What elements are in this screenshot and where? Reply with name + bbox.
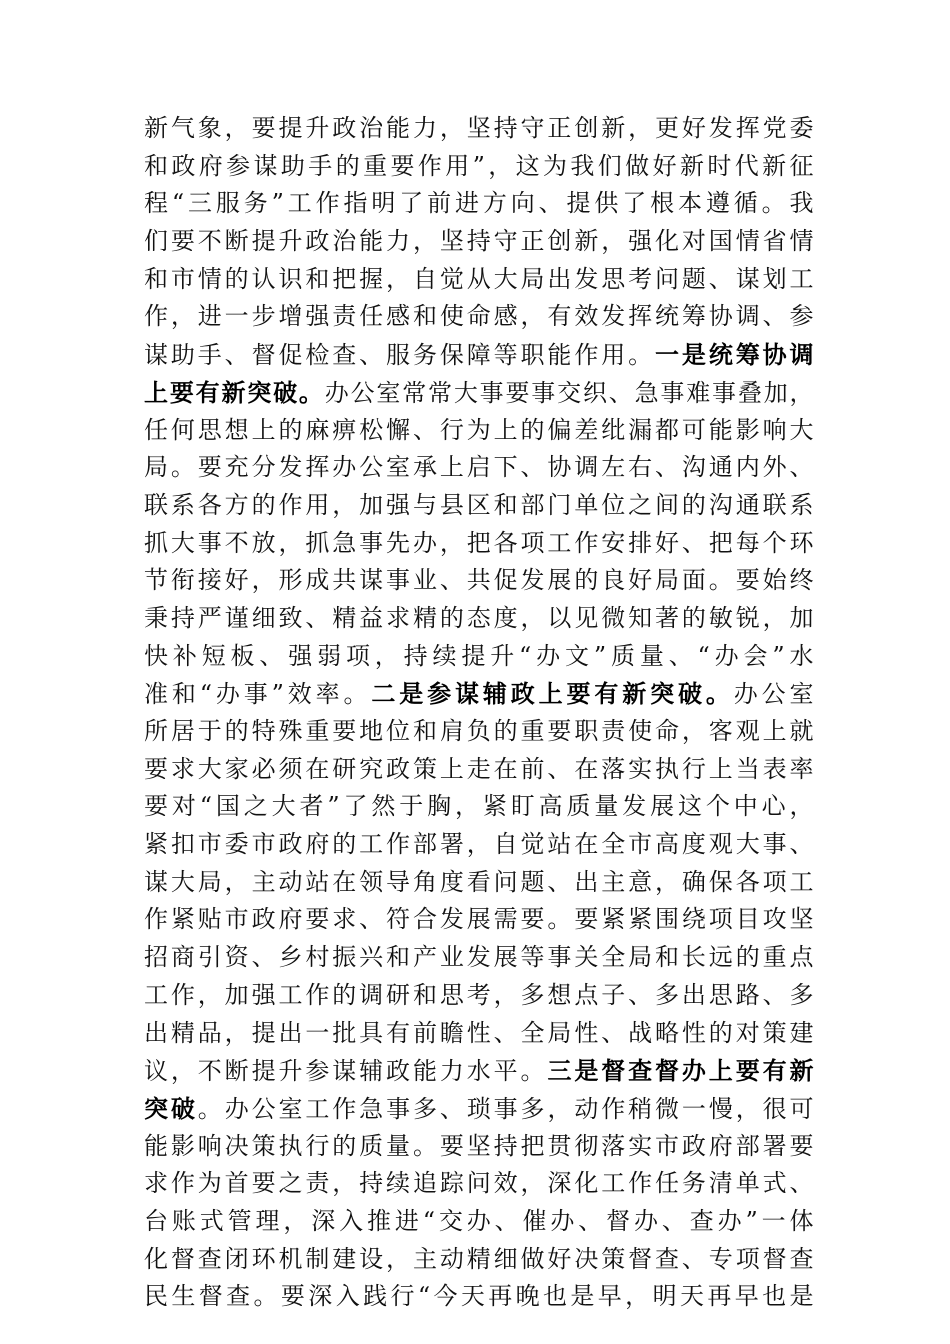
body-text-segment: 要对“国之大者”了然于胸，紧盯高质量发展这个中心， (144, 792, 814, 821)
text-line (144, 600, 814, 638)
body-text-segment: 紧扣市委市政府的工作部署，自觉站在全市高度观大事、 (144, 830, 814, 859)
body-text-segment: 抓大事不放，抓急事先办，把各项工作安排好、把每个环 (144, 528, 814, 557)
text-line (144, 449, 814, 487)
body-text-segment: 民生督查。要深入践行“今天再晚也是早，明天再早也是 (144, 1282, 814, 1311)
text-line (144, 713, 814, 751)
body-text-segment: 所居于的特殊重要地位和肩负的重要职责使命，客观上就 (144, 717, 814, 745)
body-text-segment: 工作，加强工作的调研和思考，多想点子、多出思路、多 (144, 980, 814, 1009)
bold-heading-text: 突破 (144, 1093, 198, 1123)
text-line (144, 1090, 814, 1128)
body-text-segment: 联系各方的作用，加强与县区和部门单位之间的沟通联系 (144, 490, 814, 519)
text-line (144, 374, 814, 412)
body-text-segment: 招商引资、乡村振兴和产业发展等事关全局和长远的重点 (144, 943, 814, 972)
bold-heading-text: 一是统筹协调 (655, 340, 815, 370)
text-line (144, 110, 814, 148)
body-text-segment: 谋助手、督促检查、服务保障等职能作用。 (144, 341, 656, 370)
body-text-segment: 节衔接好，形成共谋事业、共促发展的良好局面。要始终 (144, 566, 814, 595)
body-text-segment: 作，进一步增强责任感和使命感，有效发挥统筹协调、参 (144, 302, 814, 331)
body-text-segment: 化督查闭环机制建设，主动精细做好决策督查、专项督查 (144, 1244, 814, 1273)
text-line (144, 1128, 814, 1166)
text-line (144, 675, 814, 713)
text-line (144, 1052, 814, 1090)
text-line (144, 864, 814, 902)
body-text-segment: 局。要充分发挥办公室承上启下、协调左右、沟通内外、 (144, 453, 814, 482)
text-line (144, 223, 814, 261)
body-text-segment: 们要不断提升政治能力，坚持守正创新，强化对国情省情 (144, 227, 814, 256)
text-line (144, 562, 814, 600)
body-text-segment: 程“三服务”工作指明了前进方向、提供了根本遵循。我 (144, 189, 814, 218)
body-text (144, 110, 814, 1316)
text-line (144, 1203, 814, 1241)
text-line (144, 1015, 814, 1053)
text-line (144, 901, 814, 939)
body-text-segment: 。办公室工作急事多、琐事多，动作稍微一慢，很可 (197, 1094, 815, 1123)
text-line (144, 412, 814, 450)
body-text-segment: 准和“办事”效率。 (144, 680, 372, 709)
text-line (144, 1165, 814, 1203)
bold-heading-text: 上要有新突破。 (144, 377, 325, 407)
text-line (144, 939, 814, 977)
body-text-segment: 作紧贴市政府要求、符合发展需要。要紧紧围绕项目攻坚 (144, 905, 814, 934)
body-text-segment: 求作为首要之责，持续追踪问效，深化工作任务清单式、 (144, 1169, 814, 1198)
bold-heading-text: 三是督查督办上要有新 (547, 1056, 814, 1086)
body-text-segment: 要求大家必须在研究政策上走在前、在落实执行上当表率 (144, 754, 814, 783)
body-text-segment: 出精品，提出一批具有前瞻性、全局性、战略性的对策建 (144, 1018, 814, 1047)
text-line (144, 148, 814, 186)
text-line (144, 487, 814, 525)
body-text-segment: 办公室 (733, 680, 815, 709)
text-line (144, 336, 814, 374)
body-text-segment: 谋大局，主动站在领导角度看问题、出主意，确保各项工 (144, 867, 814, 896)
text-line (144, 525, 814, 563)
body-text-segment: 议，不断提升参谋辅政能力水平。 (144, 1057, 548, 1086)
text-line (144, 638, 814, 676)
body-text-segment: 快补短板、强弱项，持续提升“办文”质量、“办会”水 (144, 641, 814, 670)
text-line (144, 977, 814, 1015)
body-text-segment: 秉持严谨细致、精益求精的态度，以见微知著的敏锐，加 (144, 603, 814, 632)
text-line (144, 1278, 814, 1316)
text-line (144, 261, 814, 299)
text-line (144, 185, 814, 223)
text-line (144, 826, 814, 864)
body-text-segment: 新气象，要提升政治能力，坚持守正创新，更好发挥党委 (144, 114, 814, 142)
body-text-segment: 和市情的认识和把握，自觉从大局出发思考问题、谋划工 (144, 264, 814, 293)
body-text-segment: 台账式管理，深入推进“交办、催办、督办、查办”一体 (144, 1206, 814, 1235)
body-text-segment: 任何思想上的麻痹松懈、行为上的偏差纰漏都可能影响大 (144, 415, 814, 444)
bold-heading-text: 二是参谋辅政上要有新突破。 (371, 679, 734, 709)
text-line (144, 298, 814, 336)
body-text-segment: 能影响决策执行的质量。要坚持把贯彻落实市政府部署要 (144, 1131, 814, 1160)
text-line (144, 1241, 814, 1279)
text-line (144, 751, 814, 789)
text-line (144, 788, 814, 826)
body-text-segment: 办公室常常大事要事交织、急事难事叠加， (324, 378, 815, 407)
body-text-segment: 和政府参谋助手的重要作用”，这为我们做好新时代新征 (144, 151, 814, 180)
